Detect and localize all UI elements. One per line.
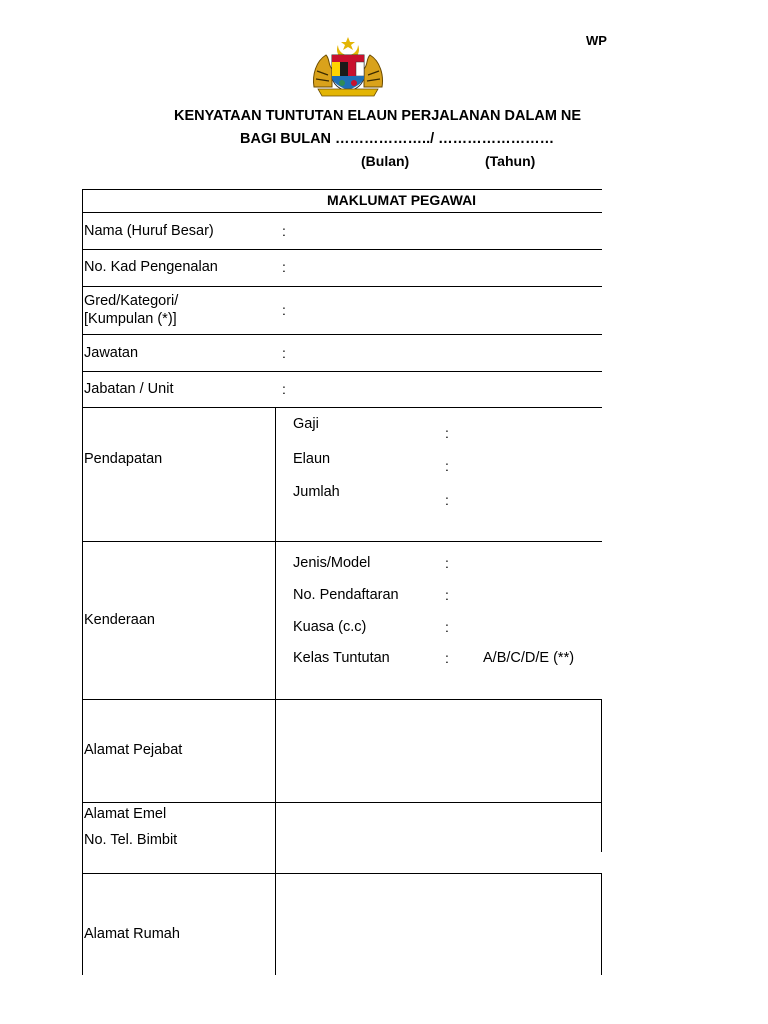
label-kenderaan: Kenderaan: [84, 612, 155, 628]
row-divider: [82, 212, 602, 213]
table-top-border: [82, 189, 602, 190]
label-pendapatan: Pendapatan: [84, 451, 163, 467]
label-gred-line2: [Kumpulan (*)]: [84, 311, 177, 327]
label-ic: No. Kad Pengenalan: [84, 259, 218, 275]
row-divider: [82, 873, 602, 874]
row-divider: [82, 802, 602, 803]
colon: :: [282, 302, 286, 318]
colon: :: [445, 587, 449, 603]
label-nama: Nama (Huruf Besar): [84, 223, 214, 239]
row-divider: [82, 407, 602, 408]
column-divider: [275, 407, 276, 975]
colon: :: [445, 492, 449, 508]
colon: :: [282, 259, 286, 275]
label-jawatan: Jawatan: [84, 345, 139, 361]
label-kelas-tuntutan: Kelas Tuntutan: [293, 650, 390, 666]
form-title: KENYATAAN TUNTUTAN ELAUN PERJALANAN DALAM NE: [174, 108, 582, 124]
colon: :: [282, 345, 286, 361]
label-no-tel: No. Tel. Bimbit: [84, 832, 178, 848]
colon: :: [445, 458, 449, 474]
label-elaun: Elaun: [293, 451, 331, 467]
row-divider: [82, 699, 602, 700]
coat-of-arms-logo: [308, 35, 388, 97]
colon: :: [445, 555, 449, 571]
label-gred-line1: Gred/Kategori/: [84, 293, 179, 309]
row-divider: [82, 249, 602, 250]
form-code: WP: [586, 33, 607, 48]
colon: :: [445, 650, 449, 666]
label-jenis-model: Jenis/Model: [293, 555, 371, 571]
row-divider: [82, 334, 602, 335]
label-gaji: Gaji: [293, 416, 319, 432]
colon: :: [445, 619, 449, 635]
row-divider: [82, 371, 602, 372]
label-alamat-rumah: Alamat Rumah: [84, 926, 180, 942]
table-left-border: [82, 189, 83, 975]
year-label: (Tahun): [485, 153, 536, 169]
colon: :: [282, 223, 286, 239]
month-label: (Bulan): [361, 153, 410, 169]
colon: :: [445, 425, 449, 441]
label-no-pendaftaran: No. Pendaftaran: [293, 587, 399, 603]
kelas-options: A/B/C/D/E (**): [483, 650, 575, 666]
row-divider: [82, 541, 602, 542]
label-alamat-emel: Alamat Emel: [84, 806, 167, 822]
row-divider: [82, 286, 602, 287]
label-kuasa: Kuasa (c.c): [293, 619, 367, 635]
label-alamat-pejabat: Alamat Pejabat: [84, 742, 183, 758]
table-right-border: [601, 699, 602, 852]
month-year-line: BAGI BULAN ………………../ ……………………: [240, 131, 555, 147]
table-right-border: [601, 873, 602, 975]
label-jabatan: Jabatan / Unit: [84, 381, 174, 397]
colon: :: [282, 381, 286, 397]
label-jumlah: Jumlah: [293, 484, 340, 500]
section-header: MAKLUMAT PEGAWAI: [327, 192, 477, 208]
